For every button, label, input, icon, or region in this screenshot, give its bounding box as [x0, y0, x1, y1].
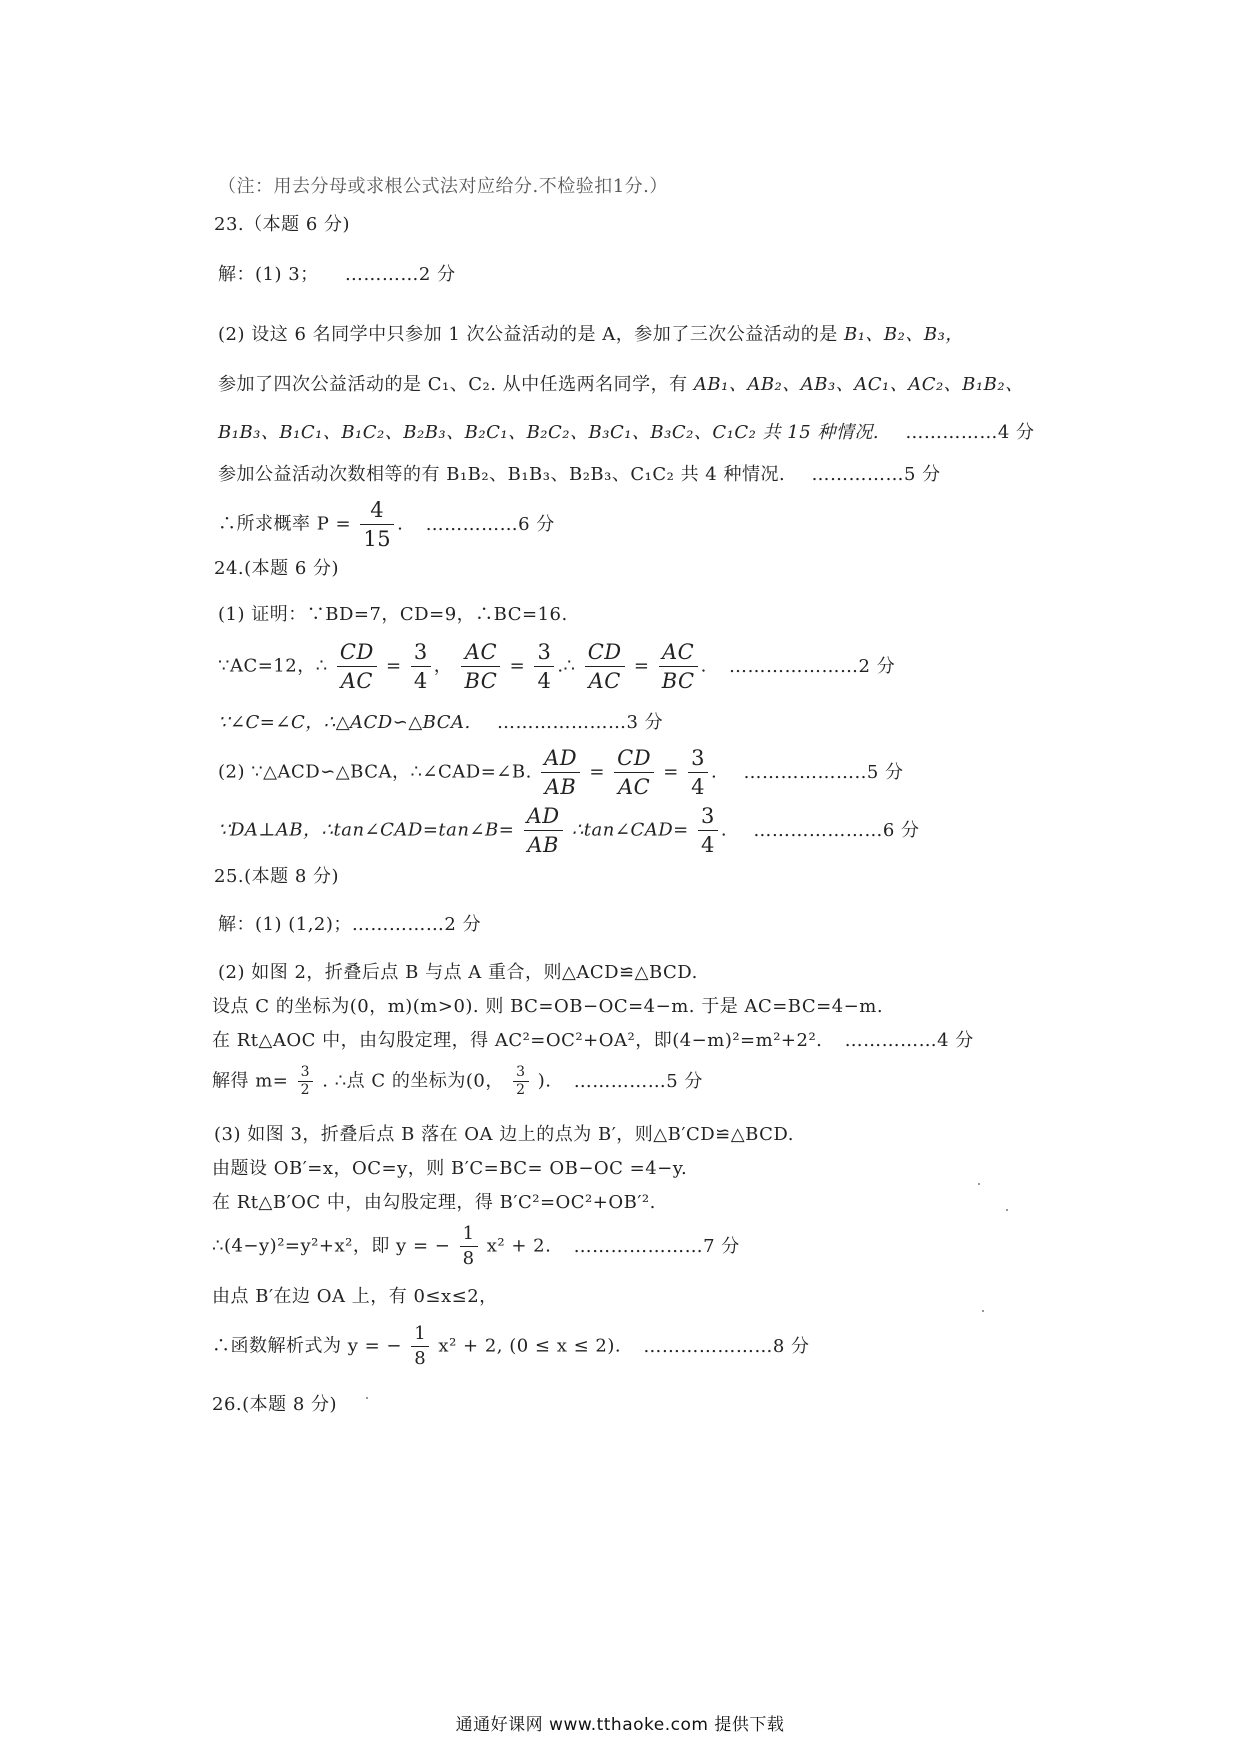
- fraction-numerator: 3: [298, 1064, 313, 1082]
- fraction-numerator: CD: [614, 744, 654, 773]
- fraction-denominator: 15: [363, 527, 392, 551]
- q25-line5: [212, 1064, 703, 1099]
- q25-score-7: …………………7 分: [573, 1235, 740, 1257]
- q23-probability-line: ∴所求概率 P = $\frac{4}{15}$ . ……………6 分: [218, 498, 555, 551]
- q24-score-5: ………………..5 分: [743, 761, 904, 783]
- scan-speck: [366, 1397, 368, 1399]
- page-footer: 通通好课网 www.tthaoke.com 提供下载: [455, 1715, 785, 1735]
- fraction-denominator: 4: [413, 669, 428, 693]
- fraction-numerator: CD: [585, 638, 625, 667]
- q23-probability-prefix: ∴所求概率 P =: [218, 513, 352, 535]
- q25-score-8: …………………8 分: [643, 1335, 810, 1357]
- fraction-denominator: 4: [691, 775, 705, 799]
- fraction-numerator: 4: [360, 496, 394, 525]
- q25-line2: (2) 如图 2，折叠后点 B 与点 A 重合，则△ACD≌△BCD.: [218, 962, 698, 983]
- fraction-cd-ac: [337, 638, 377, 695]
- q23-part2-tail-a: B₁、B₂、B₃，: [843, 324, 964, 345]
- q24-line1: (1) 证明：∵BD=7，CD=9，∴BC=16.: [218, 604, 568, 625]
- q25-line4-text: 在 Rt△AOC 中，由勾股定理，得 AC²=OC²+OA²，即(4−m)²=m²+2².: [212, 1030, 823, 1051]
- fraction-numerator: AD: [524, 802, 563, 831]
- q25-line1: 解：(1) (1,2)；……………2 分: [218, 914, 482, 935]
- q24-line5-mid: ∴tan∠CAD=: [571, 819, 689, 841]
- q23-header: 23.（本题 6 分): [214, 214, 351, 235]
- scan-speck: [982, 1310, 984, 1312]
- fraction-denominator: 4: [537, 669, 552, 693]
- q24-line5-prefix: ∵DA⊥AB，∴tan∠CAD=tan∠B=: [218, 819, 515, 841]
- equals-sign: =: [509, 655, 526, 677]
- q25-score-5: ……………5 分: [573, 1070, 703, 1092]
- q25-score-4: ……………4 分: [844, 1030, 974, 1051]
- equals-sign: =: [663, 761, 679, 783]
- q24-line4: (2) ∵△ACD∽△BCA，∴∠CAD=∠B. $\frac{AD}{AB}$ = $\frac{CD}{AC}$ = $\frac{3}{4}$ . ………………..5 分: [218, 746, 904, 799]
- q23-part2-line1: [218, 324, 964, 346]
- q23-part2-text-a: (2) 设这 6 名同学中只参加 1 次公益活动的是 A，参加了三次公益活动的是: [218, 324, 838, 345]
- equals-sign: =: [633, 655, 650, 677]
- q24-line3: [218, 712, 663, 734]
- fraction-1-8: [460, 1222, 478, 1271]
- q25-line11: [212, 1322, 810, 1371]
- q23-part2-text-b: 参加了四次公益活动的是 C₁、C₂. 从中任选两名同学，有: [218, 374, 688, 395]
- q23-part2-line2: [218, 374, 1024, 396]
- q23-part2-score-5: ……………5 分: [811, 464, 941, 485]
- q25-line7: 由题设 OB′=x，OC=y，则 B′C=BC= OB−OC =4−y.: [212, 1158, 688, 1179]
- q24-line2-prefix: ∵AC=12，∴: [218, 655, 328, 677]
- fraction-3-2: [513, 1064, 528, 1099]
- q23-part2-line3: [218, 422, 1035, 444]
- q26-header: 26.(本题 8 分): [212, 1394, 338, 1415]
- fraction-ad-ab: [541, 744, 580, 801]
- fraction-ac-bc: [461, 638, 500, 695]
- q24-line5: ∵DA⊥AB，∴tan∠CAD=tan∠B= $\frac{AD}{AB}$ ∴tan∠CAD= $\frac{3}{4}$ . …………………6 分: [218, 804, 920, 857]
- q25-line3: 设点 C 的坐标为(0，m)(m>0). 则 BC=OB−OC=4−m. 于是 AC=BC=4−m.: [212, 996, 884, 1017]
- q23-part2-line4: [218, 464, 941, 486]
- grading-note: （注：用去分母或求根公式法对应给分.不检验扣1分.）: [218, 176, 668, 197]
- q23-part1-text: 解：(1) 3；: [218, 264, 319, 285]
- fraction-ad-ab: [524, 802, 563, 859]
- q23-part2-tail-b: AB₁、AB₂、AB₃、AC₁、AC₂、B₁B₂、: [693, 374, 1024, 395]
- q24-score-2: …………………2 分: [729, 655, 896, 677]
- fraction-3-4: [688, 744, 708, 801]
- q23-part2-text-d: 参加公益活动次数相等的有 B₁B₂、B₁B₃、B₂B₃、C₁C₂ 共 4 种情况.: [218, 464, 786, 485]
- q24-line2: ∵AC=12，∴ $\frac{CD}{AC}$ = $\frac{3}{4}$ ， $\frac{AC}{BC}$ = $\frac{3}{4}$ .∴ $\frac{CD}{AC}$ = $\frac{AC}{BC}$ . …………………2 分: [218, 640, 896, 693]
- fraction-numerator: 3: [698, 802, 718, 831]
- fraction-denominator: 2: [516, 1082, 526, 1098]
- q24-line3-text: ∵∠C=∠C，∴△ACD∽△BCA.: [218, 712, 471, 733]
- q25-line10: 由点 B′在边 OA 上，有 0≤x≤2，: [212, 1286, 498, 1307]
- fraction-1-8: [411, 1322, 429, 1371]
- q25-line9-suffix: x² + 2.: [486, 1235, 552, 1257]
- fraction-denominator: AB: [544, 775, 577, 799]
- q25-line5-mid: . ∴点 C 的坐标为(0，: [322, 1070, 504, 1092]
- q23-part1: [218, 264, 456, 286]
- fraction-cd-ac: [614, 744, 654, 801]
- fraction-numerator: 3: [411, 638, 431, 667]
- fraction-denominator: 8: [462, 1248, 475, 1269]
- q25-line9: [212, 1222, 740, 1271]
- fraction-denominator: BC: [464, 669, 498, 693]
- q23-part2-text-c: B₁B₃、B₁C₁、B₁C₂、B₂B₃、B₂C₁、B₂C₂、B₃C₁、B₃C₂、C₁C₂ 共 15 种情况.: [218, 422, 880, 443]
- q25-line6: (3) 如图 3，折叠后点 B 落在 OA 边上的点为 B′，则△B′CD≌△BCD.: [214, 1124, 794, 1145]
- fraction-ac-bc: [659, 638, 698, 695]
- scan-speck: [978, 1183, 980, 1185]
- fraction-denominator: AB: [527, 833, 559, 857]
- fraction-numerator: AC: [461, 638, 500, 667]
- fraction-numerator: 3: [534, 638, 554, 667]
- fraction-numerator: AC: [659, 638, 698, 667]
- fraction-cd-ac: [585, 638, 625, 695]
- q23-score-6: ……………6 分: [425, 513, 555, 535]
- fraction-numerator: AD: [541, 744, 580, 773]
- fraction-numerator: 1: [411, 1322, 429, 1347]
- fraction-3-4: [411, 638, 431, 695]
- fraction-3-4: [698, 802, 718, 859]
- fraction-numerator: 3: [688, 744, 708, 773]
- fraction-3-4: [534, 638, 554, 695]
- q24-line4-prefix: (2) ∵△ACD∽△BCA，∴∠CAD=∠B.: [218, 761, 532, 783]
- fraction-denominator: AC: [588, 669, 621, 693]
- fraction-denominator: 8: [414, 1348, 427, 1369]
- q24-score-3: …………………3 分: [496, 712, 664, 733]
- fraction-numerator: 3: [513, 1064, 528, 1082]
- fraction-denominator: AC: [340, 669, 373, 693]
- fraction-denominator: 2: [300, 1082, 311, 1098]
- fraction-numerator: CD: [337, 638, 377, 667]
- equals-sign: =: [386, 655, 402, 677]
- fraction-denominator: 4: [700, 833, 715, 857]
- q25-line11-suffix: x² + 2, (0 ≤ x ≤ 2).: [438, 1335, 622, 1357]
- q24-score-6: …………………6 分: [753, 819, 920, 841]
- q23-part2-score-4: ……………4 分: [905, 422, 1035, 443]
- scan-speck: [1006, 1209, 1008, 1211]
- fraction-denominator: BC: [661, 669, 695, 693]
- q25-header: 25.(本题 8 分): [214, 866, 340, 887]
- fraction-denominator: AC: [617, 775, 651, 799]
- q24-header: 24.(本题 6 分): [214, 558, 340, 579]
- fraction-3-2: [298, 1064, 313, 1099]
- q25-line4: [212, 1030, 974, 1052]
- q25-line11-prefix: ∴函数解析式为 y = −: [212, 1335, 402, 1357]
- fraction-numerator: 1: [460, 1222, 478, 1247]
- probability-fraction: [360, 496, 394, 553]
- equals-sign: =: [589, 761, 605, 783]
- q25-line5-prefix: 解得 m=: [212, 1070, 289, 1092]
- q25-line5-end: ).: [537, 1070, 552, 1092]
- q25-line8: 在 Rt△B′OC 中，由勾股定理，得 B′C²=OC²+OB′².: [212, 1192, 656, 1213]
- q23-part1-score: …………2 分: [344, 264, 456, 285]
- q25-line9-prefix: ∴(4−y)²=y²+x²，即 y = −: [212, 1235, 451, 1257]
